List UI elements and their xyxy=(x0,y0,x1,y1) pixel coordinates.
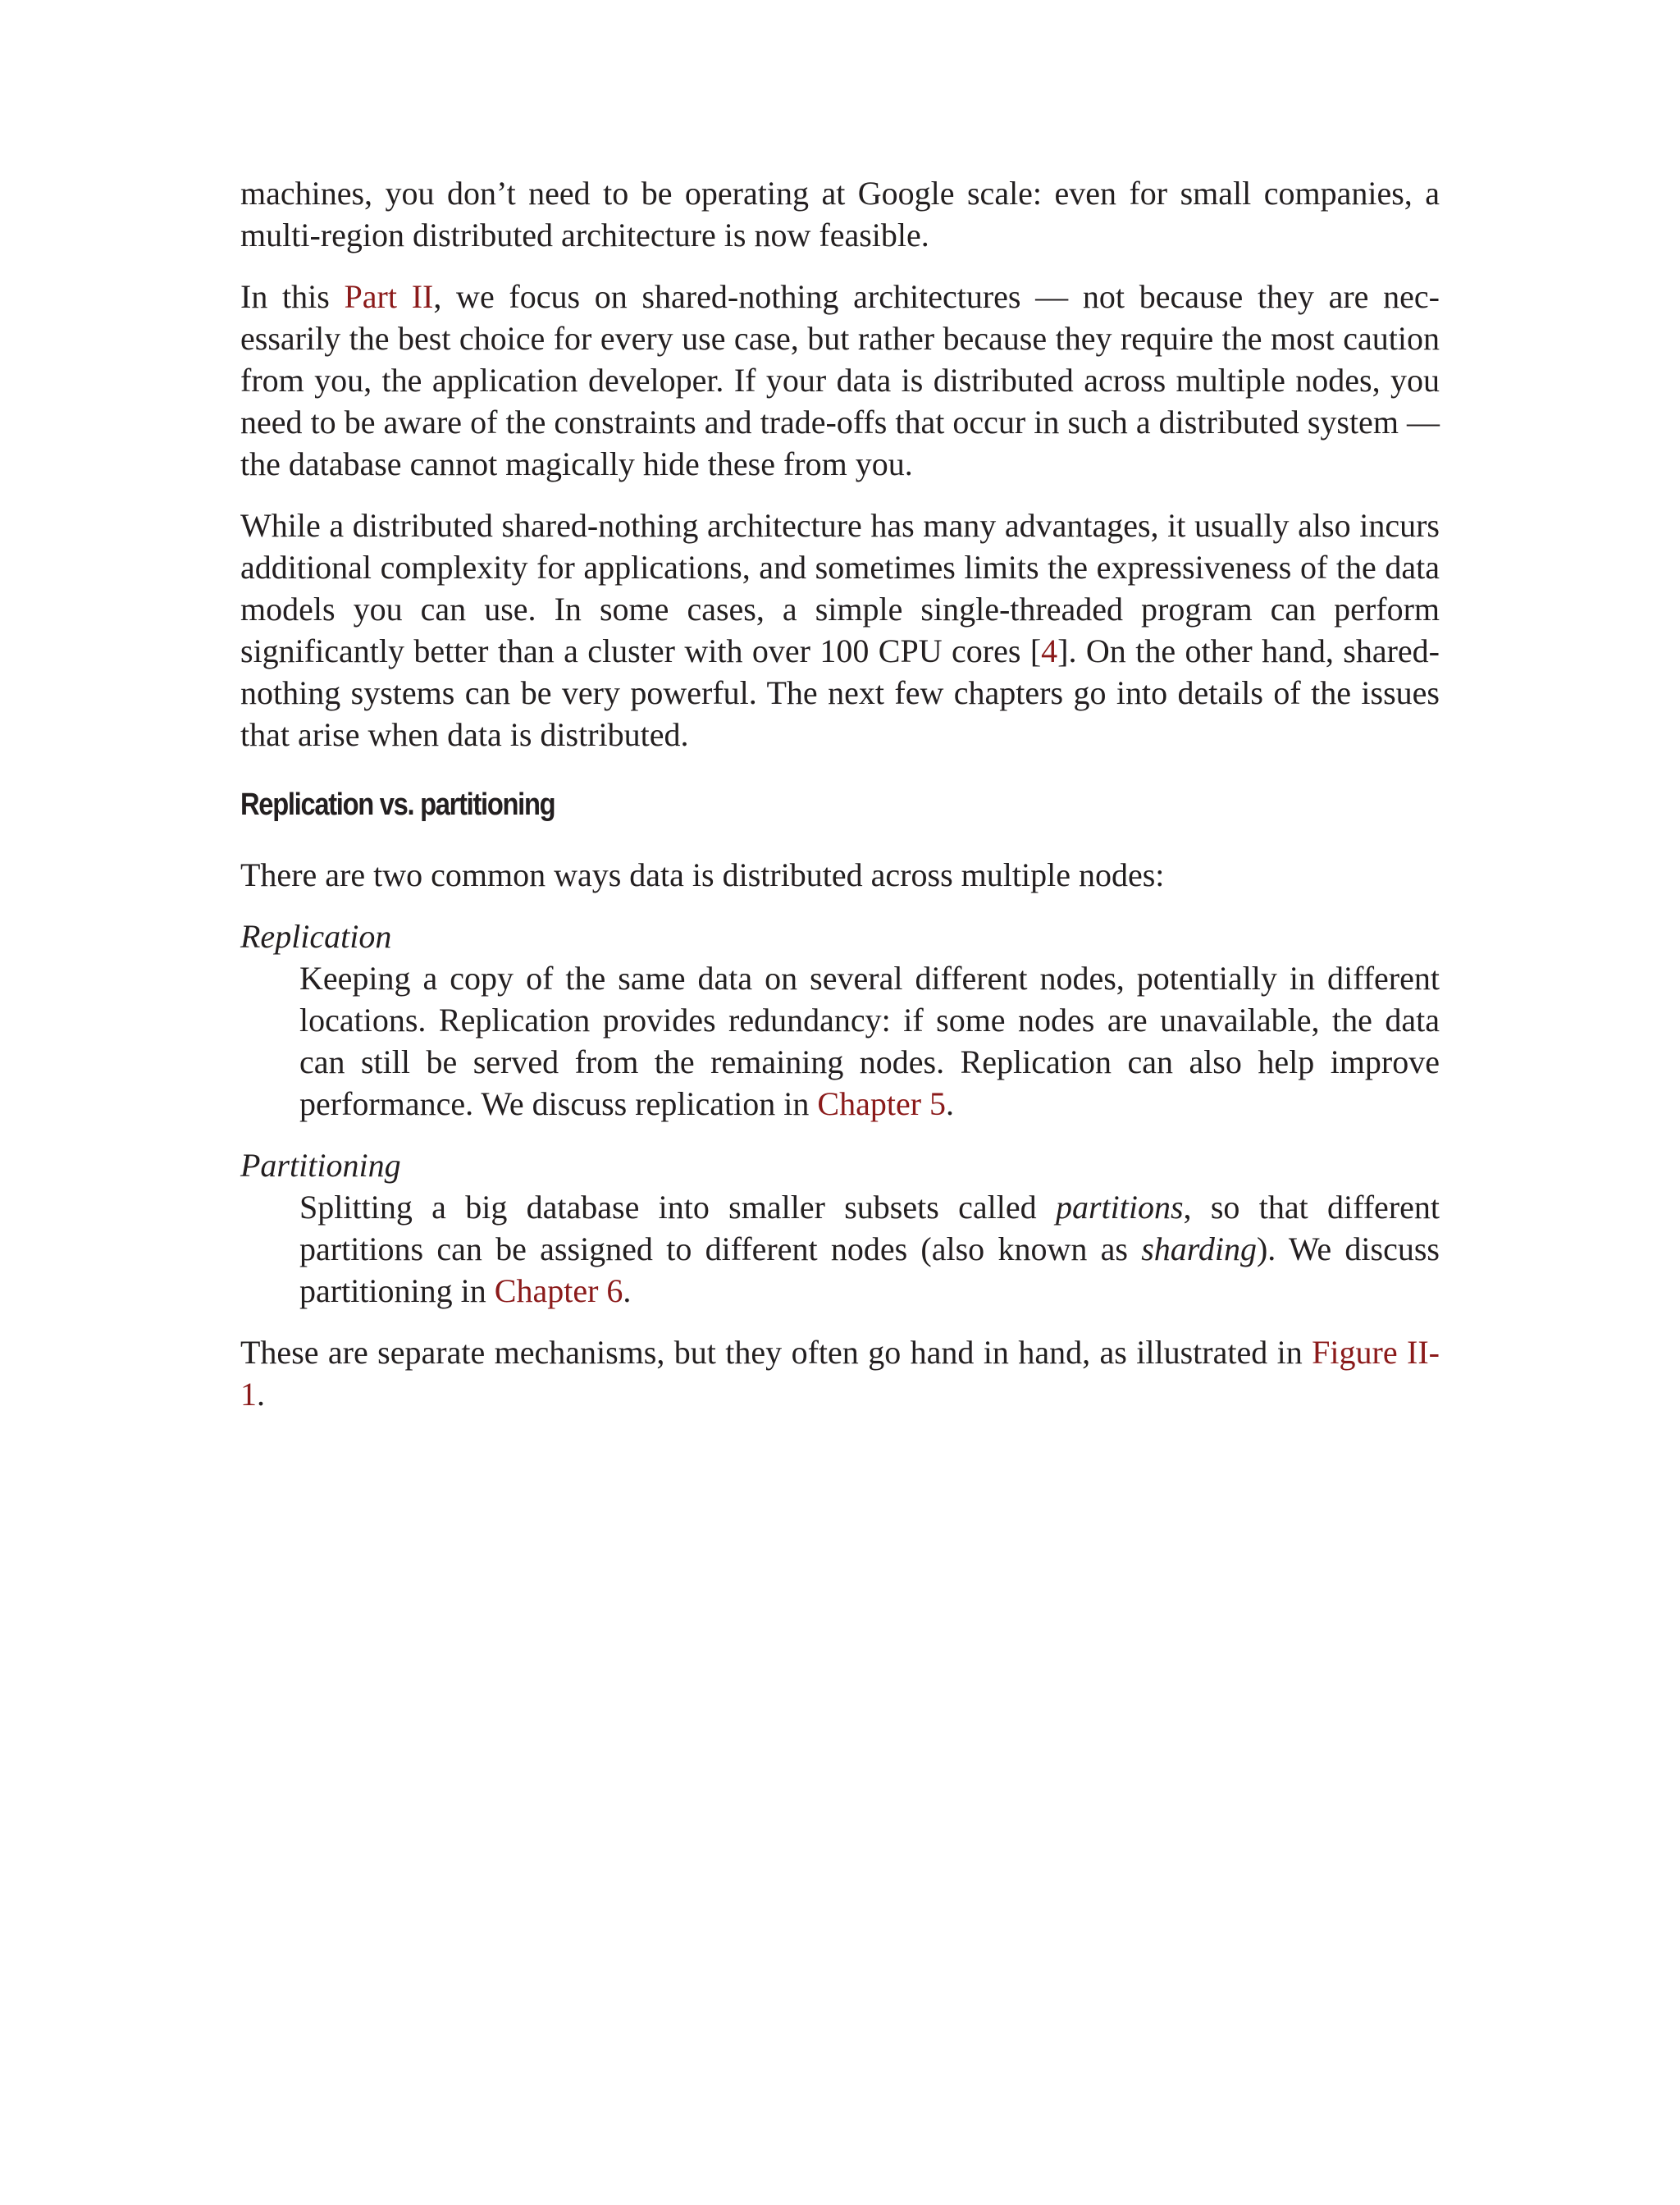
paragraph-text: ]. On the other hand, shared-nothing systems can be very powerful. The next few chapters go into details of the issues that arise when data is distributed. xyxy=(240,632,1440,753)
reference-4-link[interactable]: 4 xyxy=(1041,632,1058,669)
figure-ii-1-link[interactable]: Figure II-1 xyxy=(240,1334,1440,1413)
definition-replication xyxy=(299,957,1440,1125)
emphasis-partitions: partitions xyxy=(1055,1189,1184,1226)
definition-text: . xyxy=(623,1272,632,1309)
definition-text: ). We discuss partitioning in xyxy=(299,1230,1440,1309)
paragraph-text: , we focus on shared-nothing architectures — not because they are necessarily the best choice for every use case, but rather because they require the most caution from you, the application developer. If your data is distributed across multiple nodes, you need to be aware of the constraints and trade-offs that occur in such a distributed system — the database cannot magically hide these from you. xyxy=(240,278,1440,482)
definition-partitioning xyxy=(299,1186,1440,1312)
paragraph-part-ii xyxy=(240,276,1440,485)
definition-text: Keeping a copy of the same data on several different nodes, potentially in different locations. Replication provides redundancy: if some nodes are unavailable, the data can still be served from the remaining nodes. Replication can also help improve performance. We discuss replication in xyxy=(299,960,1440,1122)
emphasis-sharding: sharding xyxy=(1141,1230,1257,1267)
paragraph-text: In this xyxy=(240,278,345,315)
definition-list xyxy=(240,915,1440,1312)
chapter-5-link[interactable]: Chapter 5 xyxy=(817,1085,947,1122)
paragraph-text: There are two common ways data is distributed across multiple nodes: xyxy=(240,856,1165,893)
paragraph-text: While a distributed shared-nothing architecture has many advantages, it usually also incurs additional complexity for applications, and sometimes limits the expressiveness of the data models you can use. In some cases, a simple single-threaded program can perform significantly better than a cluster with over 100 CPU cores [ xyxy=(240,507,1440,669)
definition-text: . xyxy=(946,1085,955,1122)
definition-text: , so that different partitions can be assigned to different nodes (also known as xyxy=(299,1189,1440,1267)
paragraph-continuation xyxy=(240,172,1440,256)
section-heading: Replication vs. partitioning xyxy=(240,788,555,822)
term-partitioning: Partitioning xyxy=(240,1147,401,1184)
paragraph-text: . xyxy=(257,1376,265,1413)
paragraph-shared-nothing xyxy=(240,504,1440,756)
paragraph-text: These are separate mechanisms, but they often go hand in hand, as illustrated in xyxy=(240,1334,1312,1371)
chapter-6-link[interactable]: Chapter 6 xyxy=(494,1272,623,1309)
paragraph-text: machines, you don’t need to be operating at Google scale: even for small companies, a multi-region distributed architecture is now feasible. xyxy=(240,175,1440,253)
paragraph-intro-list xyxy=(240,854,1440,896)
page-content xyxy=(240,172,1440,1415)
term-replication: Replication xyxy=(240,918,392,955)
definition-text: Splitting a big database into smaller subsets called xyxy=(299,1189,1056,1226)
part-ii-link[interactable]: Part II xyxy=(344,278,434,315)
paragraph-mechanisms xyxy=(240,1331,1440,1415)
